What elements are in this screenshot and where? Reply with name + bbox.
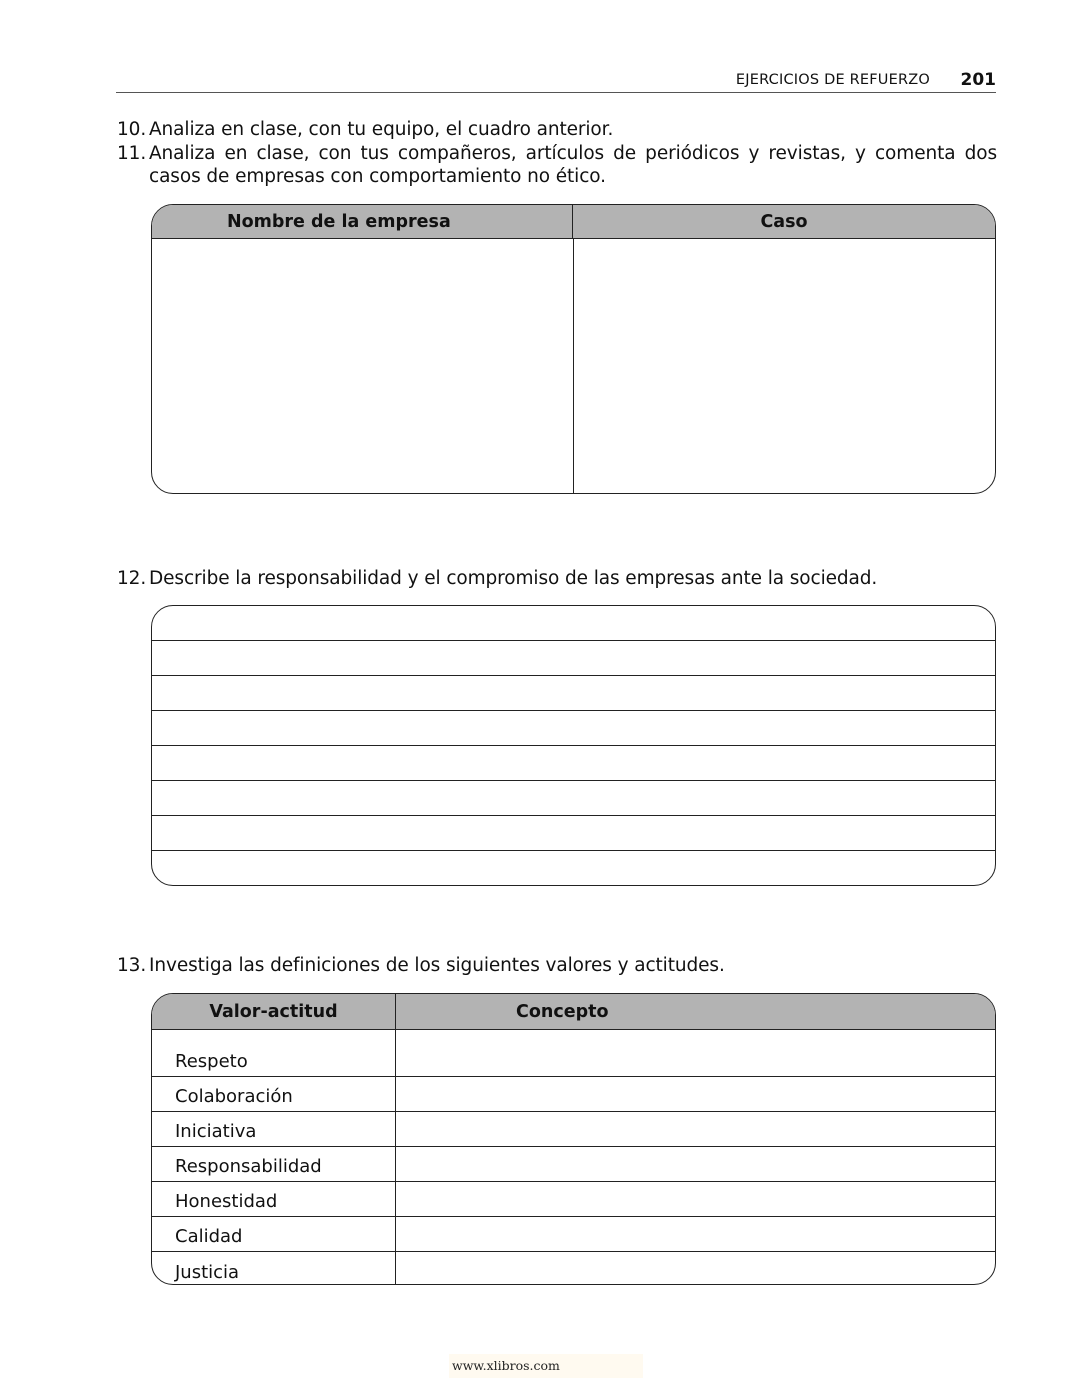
table-header <box>152 994 995 1030</box>
page-number: 201 <box>960 70 996 90</box>
table-row <box>152 1217 995 1252</box>
valor-cell: Responsabilidad <box>152 1147 396 1181</box>
valor-cell: Respeto <box>152 1030 396 1076</box>
question-10 <box>117 118 997 141</box>
answer-line[interactable] <box>152 746 995 781</box>
caso-answer-cell[interactable] <box>574 239 995 493</box>
nombre-answer-cell[interactable] <box>152 239 574 493</box>
question-text: Describe la responsabilidad y el compromiso de las empresas ante la sociedad. <box>149 568 878 589</box>
concepto-cell[interactable] <box>396 1182 995 1216</box>
question-text: Investiga las definiciones de los siguientes valores y actitudes. <box>149 955 725 976</box>
question-12 <box>117 567 997 590</box>
answer-line[interactable] <box>152 641 995 676</box>
concepto-cell[interactable] <box>396 1147 995 1181</box>
question-text: Analiza en clase, con tu equipo, el cuadro anterior. <box>149 119 614 140</box>
answer-line[interactable] <box>152 816 995 851</box>
valor-cell: Calidad <box>152 1217 396 1251</box>
empresas-table <box>151 204 996 494</box>
valor-cell: Iniciativa <box>152 1112 396 1146</box>
valor-cell: Justicia <box>152 1252 396 1285</box>
concepto-cell[interactable] <box>396 1217 995 1251</box>
valores-table <box>151 993 996 1285</box>
table-row <box>152 1077 995 1112</box>
valor-cell: Honestidad <box>152 1182 396 1216</box>
column-header-caso: Caso <box>760 211 808 232</box>
table-row <box>152 1182 995 1217</box>
concepto-cell[interactable] <box>396 1252 995 1285</box>
answer-line[interactable] <box>152 606 995 641</box>
running-head <box>116 70 996 93</box>
concepto-cell[interactable] <box>396 1077 995 1111</box>
valor-cell: Colaboración <box>152 1077 396 1111</box>
table-header <box>152 205 995 239</box>
question-number: 11. <box>117 143 147 164</box>
answer-line[interactable] <box>152 851 995 886</box>
column-header-nombre: Nombre de la empresa <box>152 205 573 238</box>
question-13 <box>117 954 997 977</box>
footer-url: www.xlibros.com <box>449 1354 643 1378</box>
column-header-valor: Valor-actitud <box>152 994 396 1029</box>
lined-answer-box[interactable] <box>151 605 996 886</box>
question-text: Analiza en clase, con tus compañeros, artículos de periódicos y revistas, y comenta dos casos de empresas con comportamiento no ético. <box>149 143 997 187</box>
table-body <box>152 239 995 493</box>
table-body <box>152 1030 995 1285</box>
answer-line[interactable] <box>152 676 995 711</box>
table-row <box>152 1147 995 1182</box>
table-row <box>152 1112 995 1147</box>
concepto-cell[interactable] <box>396 1112 995 1146</box>
question-11 <box>117 142 997 188</box>
concepto-cell[interactable] <box>396 1030 995 1076</box>
question-number: 13. <box>117 955 147 976</box>
table-row <box>152 1030 995 1077</box>
answer-line[interactable] <box>152 711 995 746</box>
column-header-concepto: Concepto <box>516 1001 609 1022</box>
table-row <box>152 1252 995 1285</box>
question-number: 10. <box>117 119 147 140</box>
section-title: EJERCICIOS DE REFUERZO <box>735 72 930 88</box>
answer-line[interactable] <box>152 781 995 816</box>
question-number: 12. <box>117 568 147 589</box>
